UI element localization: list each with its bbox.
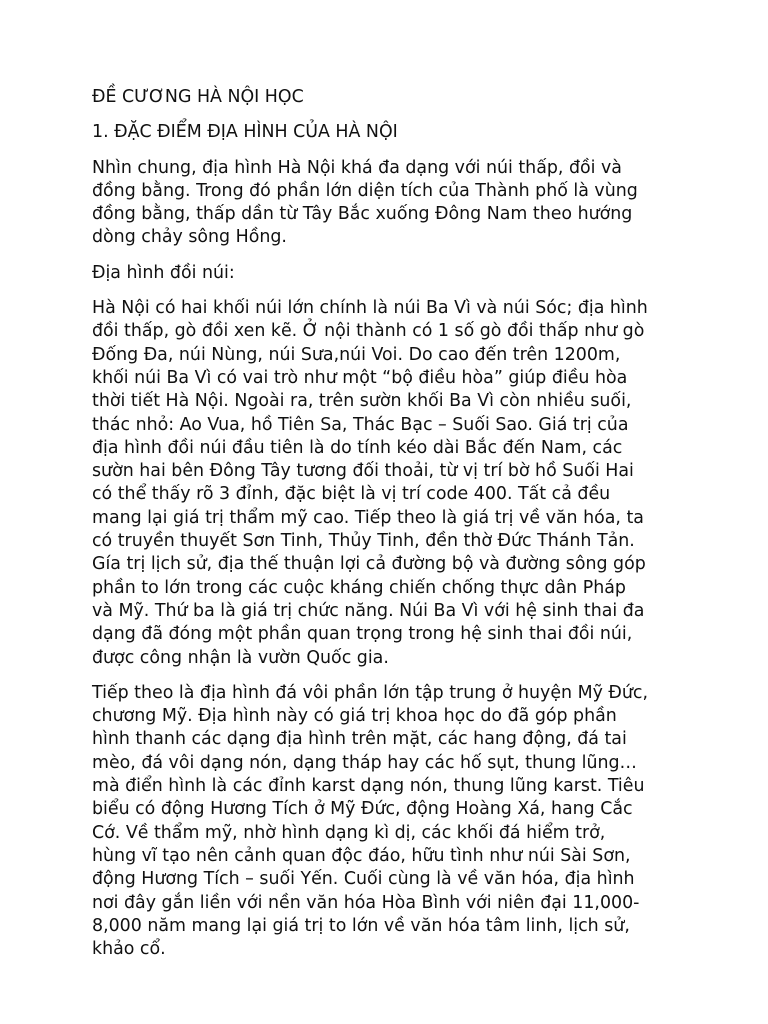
- paragraph-line: hình thanh các dạng địa hình trên mặt, các hang động, đá tai: [92, 729, 627, 750]
- page-title: ĐỀ CƯƠNG HÀ NỘI HỌC: [92, 87, 304, 107]
- paragraph-line: mèo, đá vôi dạng nón, dạng tháp hay các hố sụt, thung lũng…: [92, 752, 637, 773]
- paragraph-line: sườn hai bên Đông Tây tương đối thoải, từ vị trí bờ hồ Suối Hai: [92, 461, 634, 482]
- paragraph-line: được công nhận là vườn Quốc gia.: [92, 647, 389, 668]
- paragraph-line: phần to lớn trong các cuộc kháng chiến chống thực dân Pháp: [92, 577, 626, 598]
- paragraph-line: địa hình đồi núi đầu tiên là do tính kéo dài Bắc đến Nam, các: [92, 437, 623, 458]
- paragraph-line: khảo cổ.: [92, 939, 166, 960]
- paragraph-line: có thể thấy rõ 3 đỉnh, đặc biệt là vị trí code 400. Tất cả đều: [92, 484, 611, 505]
- subheading-hill-terrain: [92, 262, 698, 285]
- paragraph-hill-terrain: [92, 297, 698, 670]
- paragraph-line: nơi đây gắn liền với nền văn hóa Hòa Bình với niên đại 11,000-: [92, 892, 640, 913]
- paragraph-line: và Mỹ. Thứ ba là giá trị chức năng. Núi Ba Vì với hệ sinh thai đa: [92, 600, 645, 621]
- paragraph-line: mang lại giá trị thẩm mỹ cao. Tiếp theo là giá trị về văn hóa, ta: [92, 507, 644, 528]
- section-heading: 1. ĐẶC ĐIỂM ĐỊA HÌNH CỦA HÀ NỘI: [92, 122, 398, 143]
- paragraph-line: dòng chảy sông Hồng.: [92, 227, 287, 248]
- paragraph-line: Cớ. Về thẩm mỹ, nhờ hình dạng kì dị, các khối đá hiểm trở,: [92, 822, 606, 843]
- paragraph-line: hùng vĩ tạo nên cảnh quan độc đáo, hữu tình như núi Sài Sơn,: [92, 845, 631, 866]
- paragraph-line: Tiếp theo là địa hình đá vôi phần lớn tập trung ở huyện Mỹ Đức,: [92, 682, 648, 703]
- paragraph-line: đồng bằng, thấp dần từ Tây Bắc xuống Đông Nam theo hướng: [92, 204, 633, 225]
- paragraph-line: Đống Đa, núi Nùng, núi Sưa,núi Voi. Do cao đến trên 1200m,: [92, 344, 621, 365]
- paragraph-line: Hà Nội có hai khối núi lớn chính là núi Ba Vì và núi Sóc; địa hình: [92, 298, 648, 319]
- paragraph-line: khối núi Ba Vì có vai trò như một “bộ điều hòa” giúp điều hòa: [92, 367, 628, 388]
- paragraph-line: mà điển hình là các đỉnh karst dạng nón, thung lũng karst. Tiêu: [92, 776, 645, 797]
- paragraph-line: Gía trị lịch sử, địa thế thuận lợi cả đường bộ và đường sông góp: [92, 554, 646, 575]
- paragraph-line: dạng đã đóng một phần quan trọng trong hệ sinh thai đồi núi,: [92, 624, 633, 645]
- paragraph-limestone-terrain: [92, 682, 698, 962]
- paragraph-line: Địa hình đồi núi:: [92, 262, 235, 283]
- paragraph-line: có truyền thuyết Sơn Tinh, Thủy Tinh, đền thờ Đức Thánh Tản.: [92, 531, 635, 552]
- paragraph-line: Nhìn chung, địa hình Hà Nội khá đa dạng với núi thấp, đồi và: [92, 157, 622, 178]
- paragraph-line: 8,000 năm mang lại giá trị to lớn về văn hóa tâm linh, lịch sử,: [92, 915, 630, 936]
- paragraph-line: đồng bằng. Trong đó phần lớn diện tích của Thành phố là vùng: [92, 180, 638, 201]
- paragraph-line: thời tiết Hà Nội. Ngoài ra, trên sườn khối Ba Vì còn nhiều suối,: [92, 391, 632, 412]
- paragraph-overview: [92, 157, 698, 250]
- paragraph-line: chương Mỹ. Địa hình này có giá trị khoa học do đã góp phần: [92, 706, 617, 727]
- paragraph-line: đồi thấp, gò đồi xen kẽ. Ở nội thành có 1 số gò đồi thấp như gò: [92, 321, 645, 342]
- paragraph-line: động Hương Tích – suối Yến. Cuối cùng là về văn hóa, địa hình: [92, 869, 635, 890]
- paragraph-line: thác nhỏ: Ao Vua, hồ Tiên Sa, Thác Bạc – Suối Sao. Giá trị của: [92, 414, 629, 435]
- paragraph-line: biểu có động Hương Tích ở Mỹ Đức, động Hoàng Xá, hang Cắc: [92, 799, 633, 820]
